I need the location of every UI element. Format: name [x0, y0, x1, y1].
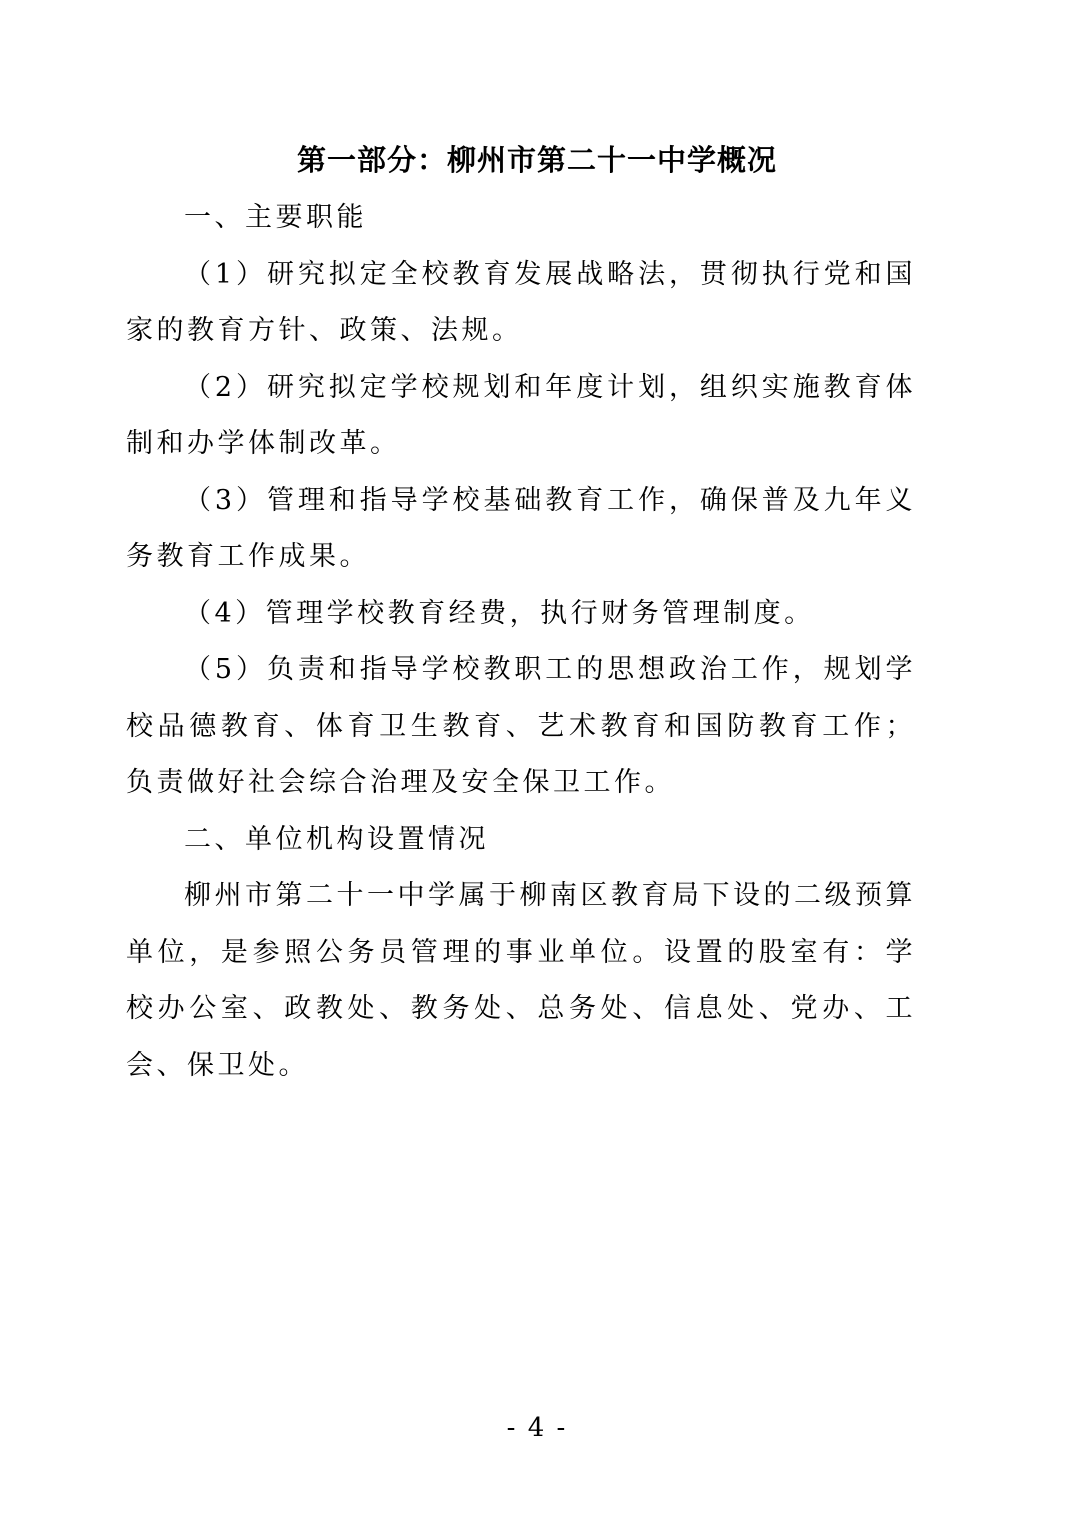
paragraph-function-2: （2）研究拟定学校规划和年度计划，组织实施教育体制和办学体制改革。 [126, 371, 916, 459]
page-title: 第一部分：柳州市第二十一中学概况 [296, 143, 777, 177]
document-body [126, 190, 916, 1094]
section-heading-main-functions: 一、主要职能 [184, 202, 367, 233]
paragraph-function-1: （1）研究拟定全校教育发展战略法，贯彻执行党和国家的教育方针、政策、法规。 [126, 258, 916, 346]
page-number: - 4 - [506, 1413, 568, 1443]
paragraph-function-4: （4）管理学校教育经费，执行财务管理制度。 [184, 597, 815, 629]
paragraph-organization: 柳州市第二十一中学属于柳南区教育局下设的二级预算单位，是参照公务员管理的事业单位。设置的股室有：学校办公室、政教处、教务处、总务处、信息处、党办、工会、保卫处。 [126, 880, 916, 1081]
paragraph-function-5: （5）负责和指导学校教职工的思想政治工作，规划学校品德教育、体育卫生教育、艺术教育和国防教育工作；负责做好社会综合治理及安全保卫工作。 [126, 654, 916, 798]
section-heading-organization: 二、单位机构设置情况 [184, 823, 489, 855]
paragraph-function-3: （3）管理和指导学校基础教育工作，确保普及九年义务教育工作成果。 [126, 484, 916, 572]
